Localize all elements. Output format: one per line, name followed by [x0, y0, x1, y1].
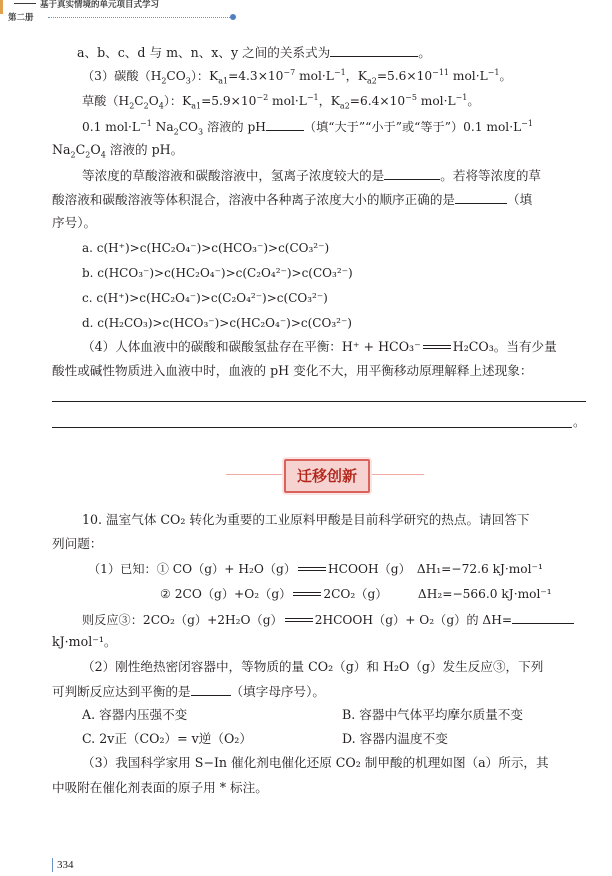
equal-conc-line-2: 酸溶液和碳酸溶液等体积混合，溶液中各种离子浓度大小的顺序正确的是 （填	[52, 192, 533, 207]
header-dot	[230, 14, 236, 20]
q4-line-2: 酸性或碱性物质进入血液中时，血液的 pH 变化不大，用平衡移动原理解释上述现象：	[52, 363, 533, 378]
delta-h-blank[interactable]	[512, 611, 574, 624]
volume-label: 第二册	[8, 13, 34, 23]
ph-compare-line: 0.1 $mol\cdot L^{-1}$ $Na_2CO_3$ 溶液的 pH （填“大于”“小于”或“等于”）0.1 $mol\cdot L^{-1}$	[82, 118, 533, 137]
equilibrium-arrow	[423, 343, 451, 352]
equilibrium-arrow	[285, 616, 313, 625]
choice-d: D. 容器内温度不变	[342, 731, 448, 746]
q10-intro-2: 列问题：	[52, 536, 103, 551]
option-c: c. c(H⁺)>c(HC₂O₄⁻)>c(C₂O₄²⁻)>c(CO₃²⁻)	[82, 291, 328, 305]
badge-rule-right	[368, 474, 424, 475]
choice-a: A. 容器内压强不变	[82, 707, 188, 722]
choice-c: C. 2v正（CO₂）= v逆（O₂）	[82, 731, 252, 746]
q10-part3-line-2: 中吸附在催化剂表面的原子用 * 标注。	[52, 780, 268, 795]
q4-line-1: （4）人体血液中的碳酸和碳酸氢盐存在平衡：H⁺ + HCO₃⁻ H₂CO₃。当有少量	[82, 339, 557, 354]
q10-part3-line-1: （3）我国科学家用 S−In 催化剂电催化还原 CO₂ 制甲酸的机理如图（a）所示，其	[82, 755, 549, 770]
q10-intro-1: 10. 温室气体 CO₂ 转化为重要的工业原料甲酸是目前科学研究的热点。请回答下	[82, 512, 530, 527]
reaction-1: （1）已知：① CO（g）+ H₂O（g） HCOOH（g） ΔH₁=−72.6 kJ·mol⁻¹	[88, 562, 543, 576]
header-accent	[0, 0, 3, 14]
header-dash	[14, 3, 36, 4]
q10-part2-line-2: 可判断反应达到平衡的是 （填字母序号）。	[52, 684, 325, 699]
relation-line: a、b、c、d 与 m、n、x、y 之间的关系式为 。	[77, 45, 431, 60]
option-d: d. c(H₂CO₃)>c(HCO₃⁻)>c(HC₂O₄⁻)>c(CO₃²⁻)	[82, 316, 352, 330]
equilibrium-arrow	[298, 565, 326, 574]
reaction-2: ② 2CO（g）+O₂（g） 2CO₂（g） ΔH₂=−566.0 kJ·mol⁻¹	[160, 587, 552, 601]
equilibrium-arrow	[293, 590, 321, 599]
reaction-3: 则反应③：2CO₂（g）+2H₂O（g） 2HCOOH（g）+ O₂（g）的 ΔH=	[82, 611, 574, 628]
option-a: a. c(H⁺)>c(HC₂O₄⁻)>c(HCO₃⁻)>c(CO₃²⁻)	[82, 241, 330, 255]
equal-conc-line-1: 等浓度的草酸溶液和碳酸溶液中，氢离子浓度较大的是 。若将等浓度的草	[82, 168, 541, 183]
ph-compare-line-2: $Na_2C_2O_4$ 溶液的 pH。	[52, 142, 184, 160]
book-title: 基于真实情境的单元项目式学习	[40, 0, 160, 10]
answer-line-2[interactable]	[52, 427, 572, 428]
header-rule	[48, 17, 232, 18]
oxalic-acid-line: 草酸$(H_2C_2O_4)$：$K_{a1}=5.9\times 10^{-2}$ $mol\cdot L^{-1}$，$K_{a2}=6.4\times 10^{-5}$ $mol\cdot L^{-1}$。	[82, 92, 480, 111]
option-b: b. c(HCO₃⁻)>c(HC₂O₄⁻)>c(C₂O₄²⁻)>c(CO₃²⁻)	[82, 266, 353, 280]
page-number: 334	[57, 859, 74, 871]
carbonic-acid-line: （3）碳酸$(H_2CO_3)$：$K_{a1}=4.3\times 10^{-7}$ $mol\cdot L^{-1}$，$K_{a2}=5.6\times 10^{-11}$ $mol\cdot L^{-1}$。	[82, 67, 512, 86]
q4-end-mark: 。	[573, 414, 586, 429]
badge-rule-left	[226, 474, 282, 475]
page-number-rule	[52, 858, 53, 872]
equal-conc-line-3: 序号）。	[52, 215, 97, 230]
section-badge: 迁移创新	[284, 459, 370, 493]
choice-b: B. 容器中气体平均摩尔质量不变	[342, 707, 523, 722]
q10-part2-line-1: （2）刚性绝热密闭容器中，等物质的量 CO₂（g）和 H₂O（g）发生反应③，下列	[82, 659, 544, 674]
reaction-3-unit: kJ·mol⁻¹。	[52, 634, 117, 649]
answer-line-1[interactable]	[52, 401, 586, 402]
